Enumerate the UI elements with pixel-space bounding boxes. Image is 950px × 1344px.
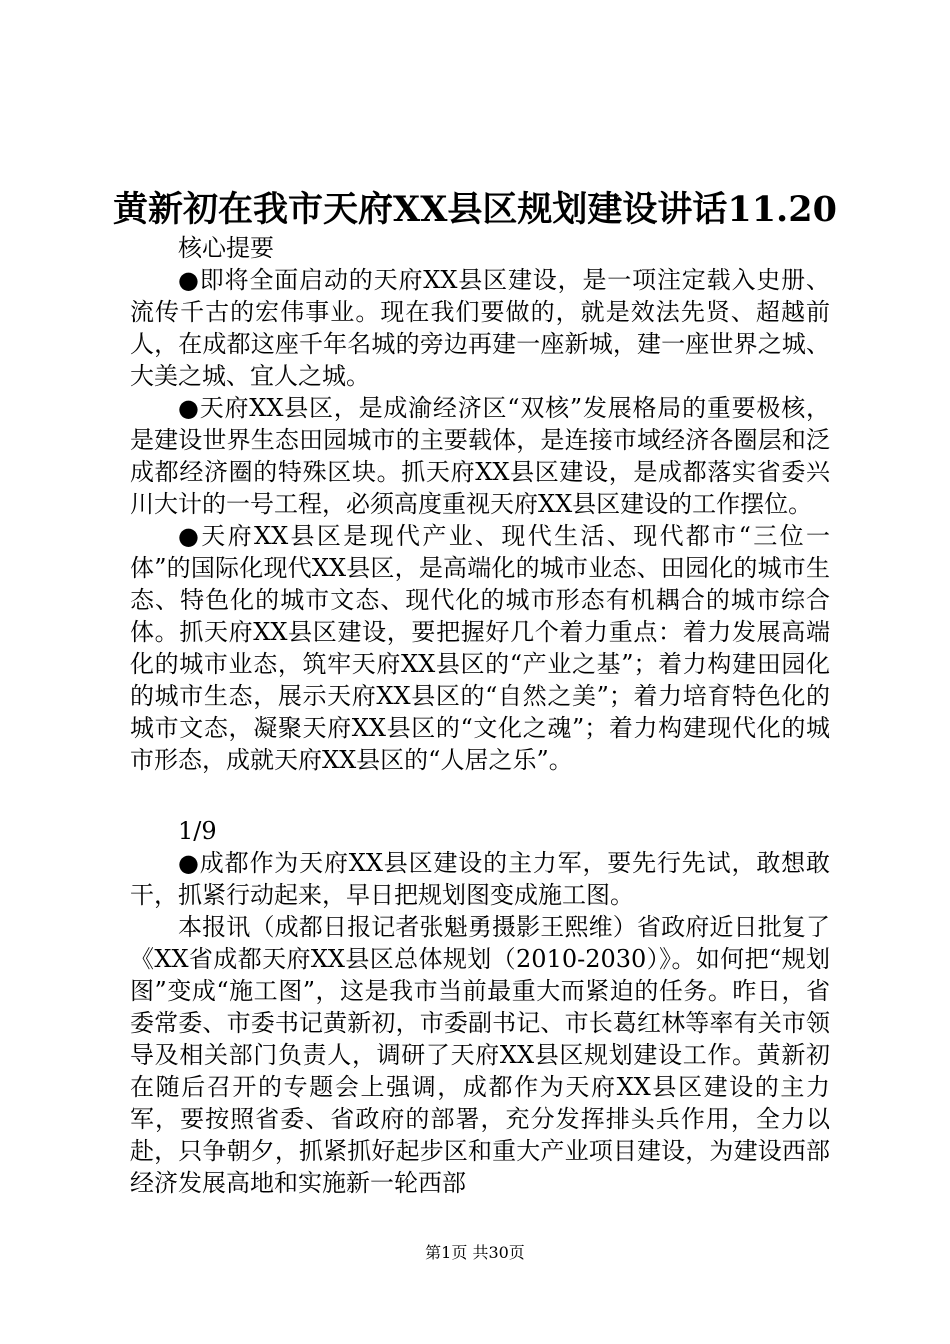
bullet-paragraph: ●成都作为天府XX县区建设的主力军，要先行先试，敢想敢干，抓紧行动起来，早日把规划图变成施工图。	[130, 849, 830, 909]
bullet-paragraph: ●天府XX县区，是成渝经济区“双核”发展格局的重要极核，是建设世界生态田园城市的主要载体，是连接市域经济各圈层和泛成都经济圈的特殊区块。抓天府XX县区建设，是成都落实省委兴川大计的一号工程，必须高度重视天府XX县区建设的工作摆位。	[130, 394, 830, 518]
page-footer: 第1页 共30页	[425, 1243, 525, 1262]
report-paragraph: 本报讯（成都日报记者张魁勇摄影王熙维）省政府近日批复了《XX省成都天府XX县区总体规划（2010-2030）》。如何把“规划图”变成“施工图”，这是我市当前最重大而紧迫的任务。昨日，省委常委、市委书记黄新初，市委副书记、市长葛红林等率有关市领导及相关部门负责人，调研了天府XX县区规划建设工作。黄新初在随后召开的专题会上强调，成都作为天府XX县区建设的主力军，要按照省委、省政府的部署，充分发挥排头兵作用，全力以赴，只争朝夕，抓紧抓好起步区和重大产业项目建设，为建设西部经济发展高地和实施新一轮西部	[130, 913, 830, 1197]
section-marker: 1/9	[178, 817, 217, 845]
bullet-paragraph: ●天府XX县区是现代产业、现代生活、现代都市“三位一体”的国际化现代XX县区，是高端化的城市业态、田园化的城市生态、特色化的城市文态、现代化的城市形态有机耦合的城市综合体。抓天府XX县区建设，要把握好几个着力重点：着力发展高端化的城市业态，筑牢天府XX县区的“产业之基”；着力构建田园化的城市生态，展示天府XX县区的“自然之美”；着力培育特色化的城市文态，凝聚天府XX县区的“文化之魂”；着力构建现代化的城市形态，成就天府XX县区的“人居之乐”。	[130, 522, 830, 774]
summary-label: 核心提要	[178, 234, 274, 262]
document-title: 黄新初在我市天府XX县区规划建设讲话11.20	[113, 189, 837, 230]
summary-section	[130, 232, 830, 776]
section-two	[130, 815, 830, 1199]
bullet-paragraph: ●即将全面启动的天府XX县区建设，是一项注定载入史册、流传千古的宏伟事业。现在我们要做的，就是效法先贤、超越前人，在成都这座千年名城的旁边再建一座新城，建一座世界之城、大美之城、宜人之城。	[130, 266, 830, 390]
